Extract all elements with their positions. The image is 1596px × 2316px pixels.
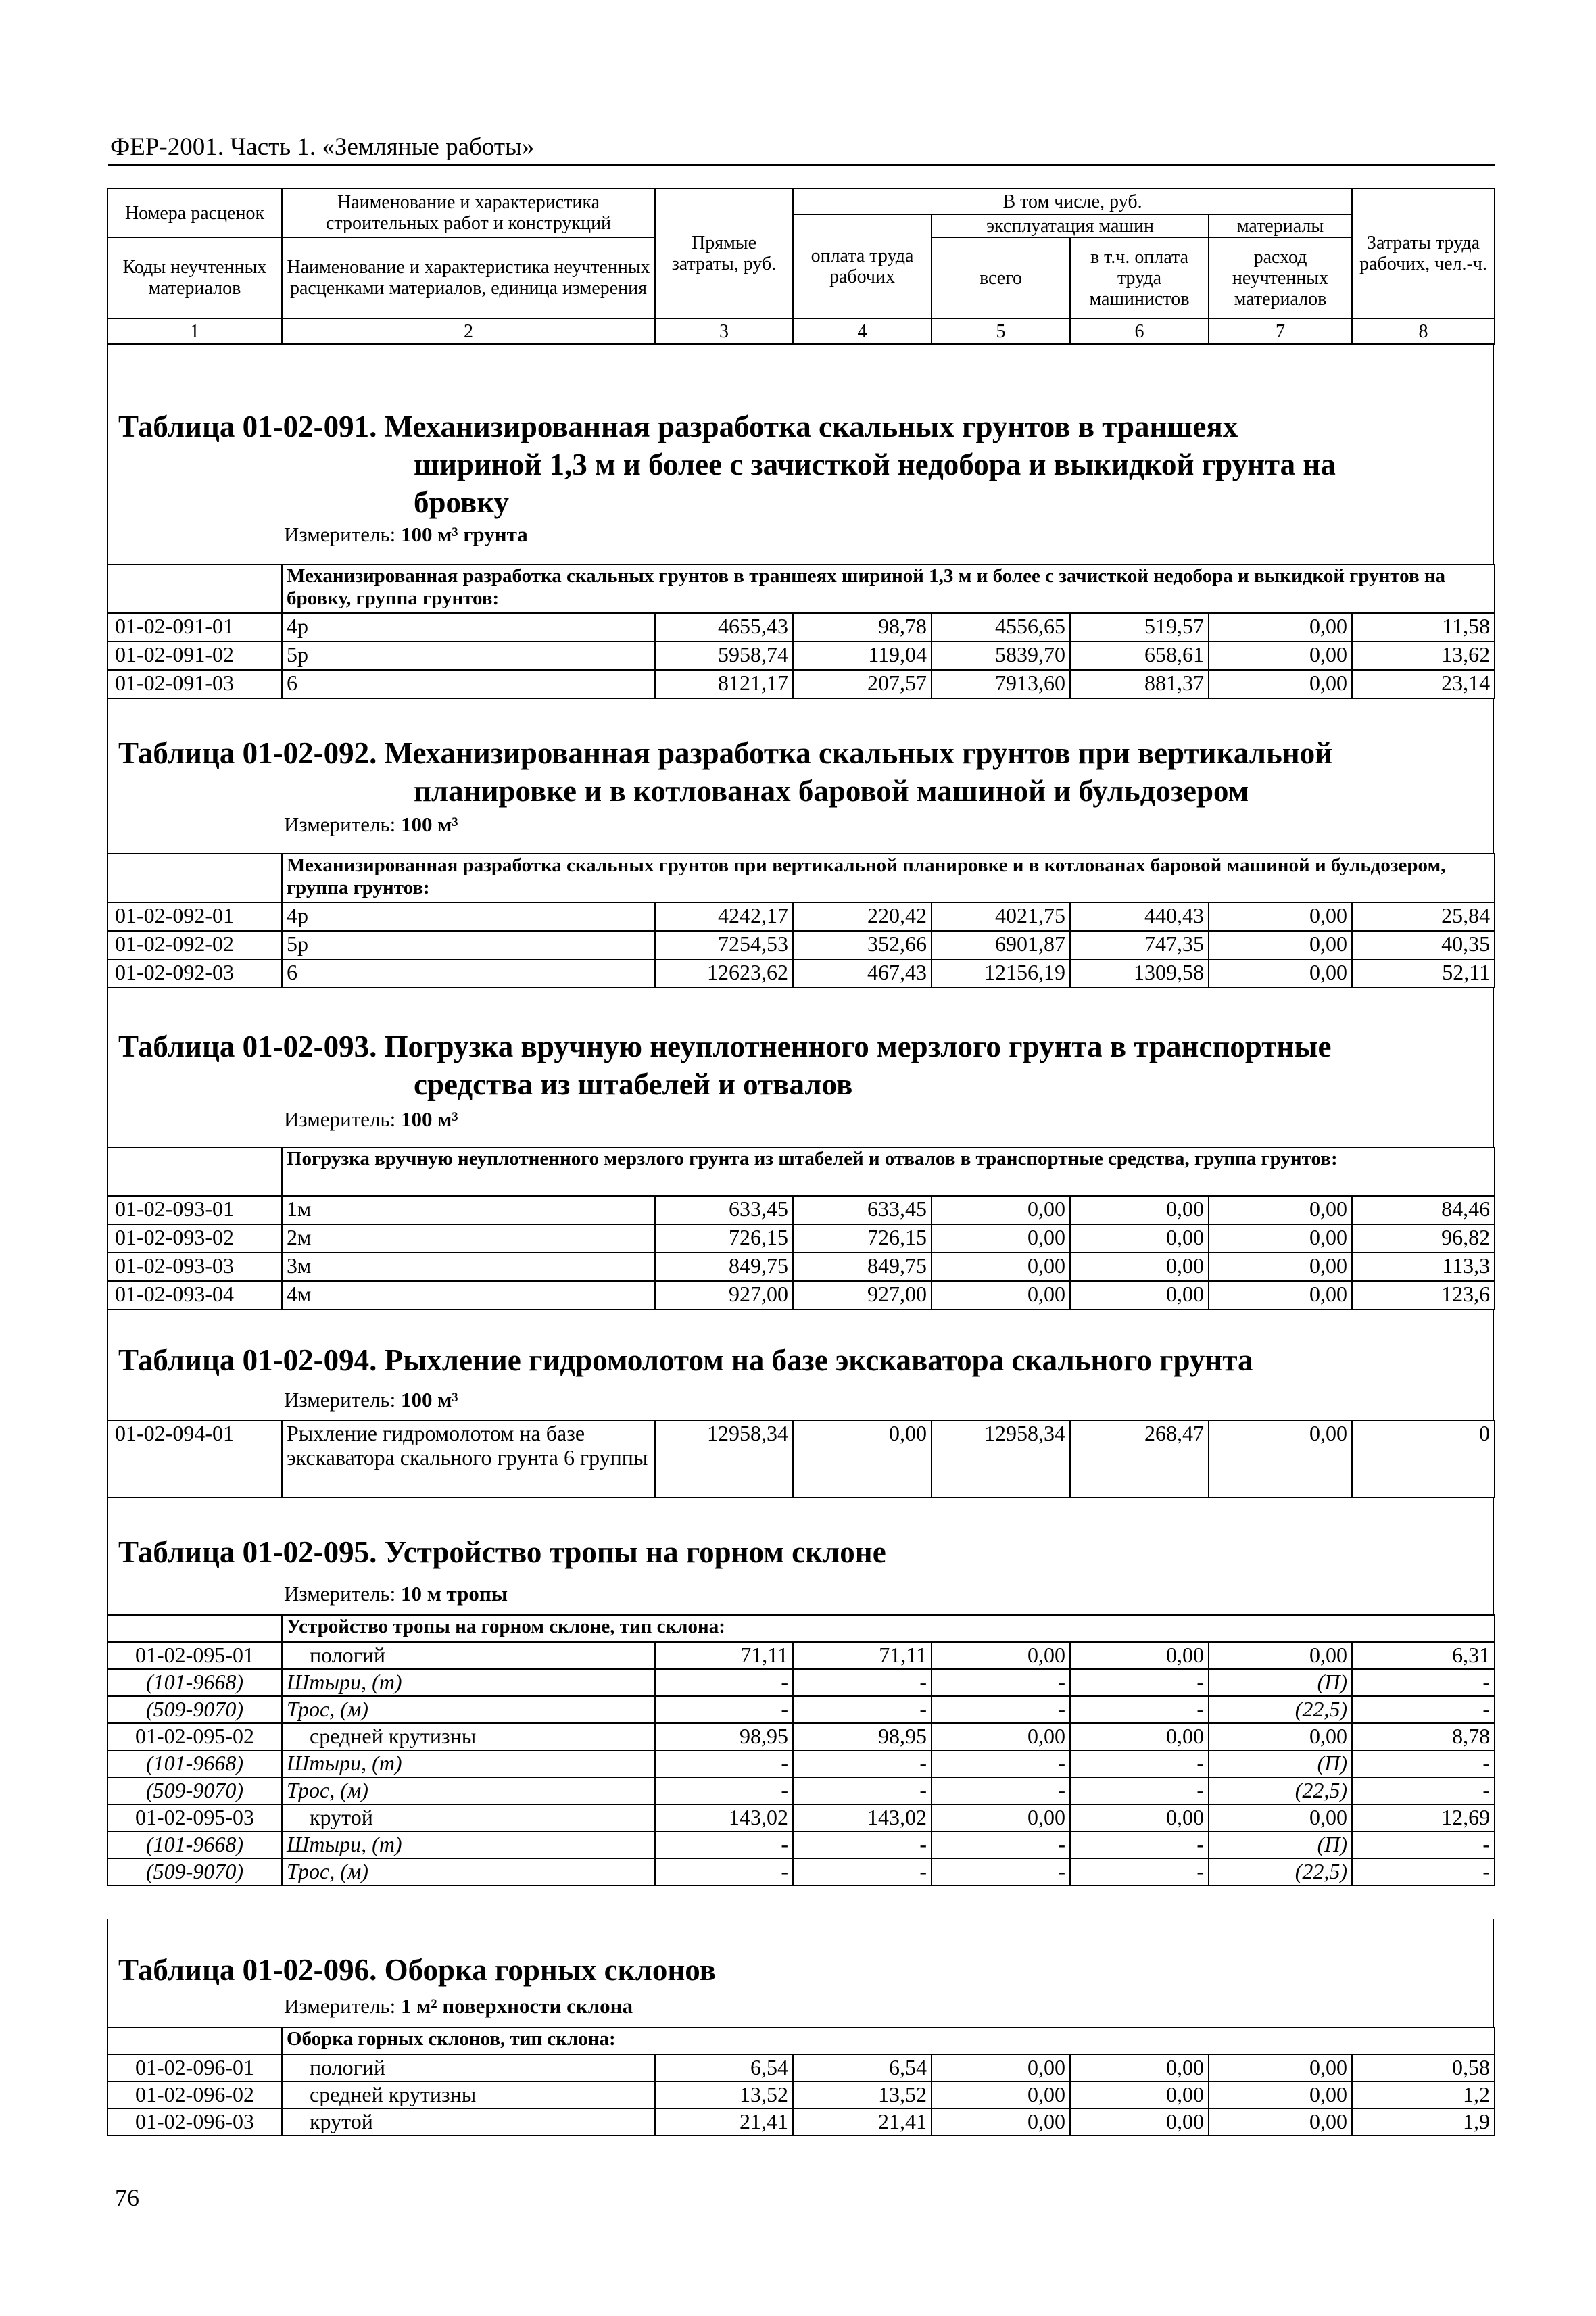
table-094	[107, 1420, 1495, 1498]
table-095-description: Устройство тропы на горном склоне, тип склона:	[282, 1615, 1495, 1642]
header-labor: Затраты труда рабочих, чел.-ч.	[1352, 189, 1495, 318]
header-num: 4	[793, 318, 932, 344]
material-row: (509-9070) Трос, (м) - - - - (22,5) -	[107, 1777, 1495, 1804]
table-096	[107, 2027, 1495, 2136]
header-machines-total: всего	[932, 237, 1070, 318]
table-row: 01-02-092-03 6 12623,62 467,43 12156,19 1309,58 0,00 52,11	[107, 959, 1495, 988]
page-number: 76	[115, 2184, 139, 2211]
table-094-measure: Измеритель: 100 м³	[284, 1388, 458, 1412]
material-row: (101-9668) Штыри, (т) - - - - (П) -	[107, 1669, 1495, 1696]
table-095-title: Таблица 01-02-095. Устройство тропы на горном склоне	[118, 1535, 886, 1569]
header-name-top: Наименование и характеристика строительных работ и конструкций	[282, 189, 655, 237]
table-093-title: Таблица 01-02-093. Погрузка вручную неуплотненного мерзлого грунта в транспортные средства из штабелей и отвалов	[118, 1030, 1332, 1101]
table-row: 01-02-096-03 крутой 21,41 21,41 0,00 0,00 0,00 1,9	[107, 2108, 1495, 2136]
table-093-measure: Измеритель: 100 м³	[284, 1107, 458, 1131]
table-096-measure: Измеритель: 1 м² поверхности склона	[284, 1994, 633, 2018]
table-row: 01-02-091-02 5р 5958,74 119,04 5839,70 658,61 0,00 13,62	[107, 642, 1495, 670]
header-codes-bottom: Коды неучтенных материалов	[107, 237, 282, 318]
table-095-measure: Измеритель: 10 м тропы	[284, 1582, 508, 1606]
table-row: 01-02-093-03 3м 849,75 849,75 0,00 0,00 0,00 113,3	[107, 1253, 1495, 1281]
header-num: 1	[107, 318, 282, 344]
table-row: 01-02-094-01 Рыхление гидромолотом на базе экскаватора скального грунта 6 группы 12958,34 0,00 12958,34 268,47 0,00 0	[107, 1420, 1495, 1497]
header-codes-top: Номера расценок	[107, 189, 282, 237]
page-header: ФЕР-2001. Часть 1. «Земляные работы»	[110, 133, 535, 161]
table-092-description: Механизированная разработка скальных грунтов при вертикальной планировке и в котлованах баровой машиной и бульдозером, группа грунтов:	[282, 854, 1495, 902]
table-row: 01-02-093-02 2м 726,15 726,15 0,00 0,00 0,00 96,82	[107, 1224, 1495, 1253]
table-row: 01-02-093-01 1м 633,45 633,45 0,00 0,00 0,00 84,46	[107, 1196, 1495, 1224]
header-machines-wage: в т.ч. оплата труда машинистов	[1070, 237, 1209, 318]
table-row: 01-02-096-02 средней крутизны 13,52 13,52 0,00 0,00 0,00 1,2	[107, 2081, 1495, 2108]
header-machines: эксплуатация машин	[932, 214, 1209, 237]
table-row: 01-02-092-01 4р 4242,17 220,42 4021,75 440,43 0,00 25,84	[107, 902, 1495, 931]
header-direct-costs: Прямые затраты, руб.	[655, 189, 793, 318]
material-row: (509-9070) Трос, (м) - - - - (22,5) -	[107, 1696, 1495, 1723]
table-091-title: Таблица 01-02-091. Механизированная разработка скальных грунтов в траншеях шириной 1,3 м и более с зачисткой недобора и выкидкой грунта на бровку	[118, 410, 1336, 519]
header-materials-sub: расход неучтенных материалов	[1209, 237, 1352, 318]
header-rule	[108, 164, 1495, 166]
header-materials: материалы	[1209, 214, 1352, 237]
header-num: 6	[1070, 318, 1209, 344]
table-096-title: Таблица 01-02-096. Оборка горных склонов	[118, 1953, 716, 1987]
header-num: 2	[282, 318, 655, 344]
table-091-description: Механизированная разработка скальных грунтов в траншеях шириной 1,3 м и более с зачисткой недобора и выкидкой грунтов на бровку, группа грунтов:	[282, 564, 1495, 613]
table-093-description: Погрузка вручную неуплотненного мерзлого грунта из штабелей и отвалов в транспортные средства, группа грунтов:	[282, 1147, 1495, 1196]
material-row: (509-9070) Трос, (м) - - - - (22,5) -	[107, 1858, 1495, 1885]
table-094-title: Таблица 01-02-094. Рыхление гидромолотом на базе экскаватора скального грунта	[118, 1343, 1253, 1377]
table-091-measure: Измеритель: 100 м³ грунта	[284, 523, 528, 546]
header-num: 8	[1352, 318, 1495, 344]
column-header-table	[107, 188, 1495, 345]
header-name-bottom: Наименование и характеристика неучтенных расценками материалов, единица измерения	[282, 237, 655, 318]
header-num: 7	[1209, 318, 1352, 344]
table-092-measure: Измеритель: 100 м³	[284, 813, 458, 836]
header-num: 5	[932, 318, 1070, 344]
table-row: 01-02-095-02 средней крутизны 98,95 98,95 0,00 0,00 0,00 8,78	[107, 1723, 1495, 1750]
table-092-title: Таблица 01-02-092. Механизированная разработка скальных грунтов при вертикальной планировке и в котлованах баровой машиной и бульдозером	[118, 736, 1333, 808]
header-num: 3	[655, 318, 793, 344]
table-092	[107, 853, 1495, 988]
header-including: В том числе, руб.	[793, 189, 1352, 214]
table-row: 01-02-096-01 пологий 6,54 6,54 0,00 0,00 0,00 0,58	[107, 2054, 1495, 2081]
material-row: (101-9668) Штыри, (т) - - - - (П) -	[107, 1831, 1495, 1858]
table-091	[107, 564, 1495, 699]
table-row: 01-02-095-01 пологий 71,11 71,11 0,00 0,00 0,00 6,31	[107, 1642, 1495, 1669]
table-095	[107, 1614, 1495, 1886]
table-row: 01-02-093-04 4м 927,00 927,00 0,00 0,00 0,00 123,6	[107, 1281, 1495, 1309]
table-096-description: Оборка горных склонов, тип склона:	[282, 2027, 1495, 2054]
header-wage: оплата труда рабочих	[793, 214, 932, 318]
table-row: 01-02-091-03 6 8121,17 207,57 7913,60 881,37 0,00 23,14	[107, 670, 1495, 698]
table-093	[107, 1147, 1495, 1310]
table-row: 01-02-095-03 крутой 143,02 143,02 0,00 0,00 0,00 12,69	[107, 1804, 1495, 1831]
material-row: (101-9668) Штыри, (т) - - - - (П) -	[107, 1750, 1495, 1777]
table-row: 01-02-092-02 5р 7254,53 352,66 6901,87 747,35 0,00 40,35	[107, 931, 1495, 959]
table-row: 01-02-091-01 4р 4655,43 98,78 4556,65 519,57 0,00 11,58	[107, 613, 1495, 642]
